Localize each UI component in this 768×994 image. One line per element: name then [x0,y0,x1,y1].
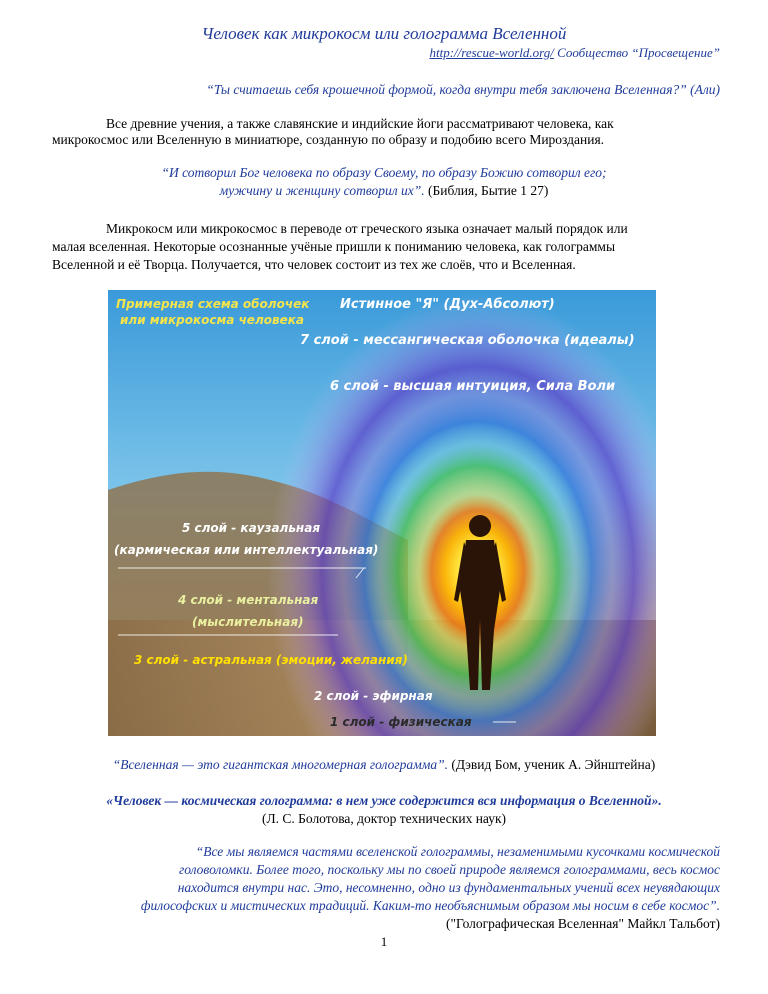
paragraph-1-line1: Все древние учения, а также славянские и индийские йоги рассматривают человека, как [106,116,614,131]
layer-1-label: 1 слой - физическая [330,715,472,729]
header-subline [430,45,721,61]
paragraph-2-line3: Вселенной и её Творца. Получается, что человек состоит из тех же слоёв, что и Вселенная. [52,257,576,272]
bible-source: (Библия, Бытие 1 27) [428,183,549,198]
bohm-quote-text: “Вселенная — это гигантская многомерная голограмма”. [112,757,448,772]
layer-5-label-line1: 5 слой - каузальная [182,521,321,535]
paragraph-2-line1: Микрокосм или микрокосмос в переводе от греческого языка означает малый порядок или [106,221,628,236]
talbot-line3: находится внутри нас. Это, несомненно, одно из фундаментальных учений всех неувядающих [177,880,720,895]
layer-2-label: 2 слой - эфирная [314,689,433,703]
top-label: Истинное "Я" (Дух-Абсолют) [340,297,555,312]
layer-7-label: 7 слой - мессангическая оболочка (идеалы) [300,333,635,348]
bible-line2: мужчину и женщину сотворил их”. [219,183,425,198]
epigraph-quote: “Ты считаешь себя крошечной формой, когда внутри тебя заключена Вселенная?” [206,82,687,97]
page-title: Человек как микрокосм или голограмма Вселенной [201,24,567,43]
paragraph-2-line2: малая вселенная. Некоторые осознанные учёные пришли к пониманию человека, как голограммы [52,239,616,254]
bohm-quote [0,756,768,774]
paragraph-2 [52,220,722,274]
bolotova-quote-source: (Л. С. Болотова, доктор технических наук) [261,811,507,826]
epigraph [206,82,720,98]
bohm-quote-source: (Дэвид Бом, ученик А. Эйнштейна) [451,757,656,772]
site-link[interactable]: http://rescue-world.org/ [429,45,554,60]
page-number: 1 [380,934,388,949]
caption-line1: Примерная схема оболочек [116,297,310,311]
talbot-line1: “Все мы являемся частями вселенской голограммы, незаменимыми кусочками космической [195,844,720,859]
caption-line2: или микрокосма человека [120,313,304,327]
layer-4-label-line1: 4 слой - ментальная [178,593,319,607]
layer-6-label: 6 слой - высшая интуиция, Сила Воли [330,379,616,394]
talbot-quote [60,843,720,933]
bolotova-quote [0,792,768,828]
community-name: Сообщество “Просвещение” [557,45,720,60]
layer-4-label-line2: (мыслительная) [192,615,304,629]
talbot-line2: головоломки. Более того, поскольку мы по своей природе являемся голограммами, весь космос [178,862,720,877]
layer-3-label: 3 слой - астральная (эмоции, желания) [134,653,408,667]
talbot-line4: философских и мистических традиций. Каким-то необъяснимым образом мы носим в себе космос”. [140,898,720,913]
paragraph-1-line2: микрокосмос или Вселенную в миниатюре, созданную по образу и подобию всего Мироздания. [52,132,605,147]
bolotova-quote-text: «Человек — космическая голограмма: в нем уже содержится вся информация о Вселенной». [106,793,662,808]
paragraph-1 [52,116,722,148]
bible-quote [0,164,768,200]
layer-5-label-line2: (кармическая или интеллектуальная) [114,543,379,557]
epigraph-author: (Али) [690,82,720,97]
bible-line1: “И сотворил Бог человека по образу Своему, по образу Божию сотворил его; [161,165,607,180]
aura-field [108,290,656,736]
talbot-source: ("Голографическая Вселенная" Майкл Тальбот) [445,916,720,931]
microcosm-diagram [108,290,656,736]
